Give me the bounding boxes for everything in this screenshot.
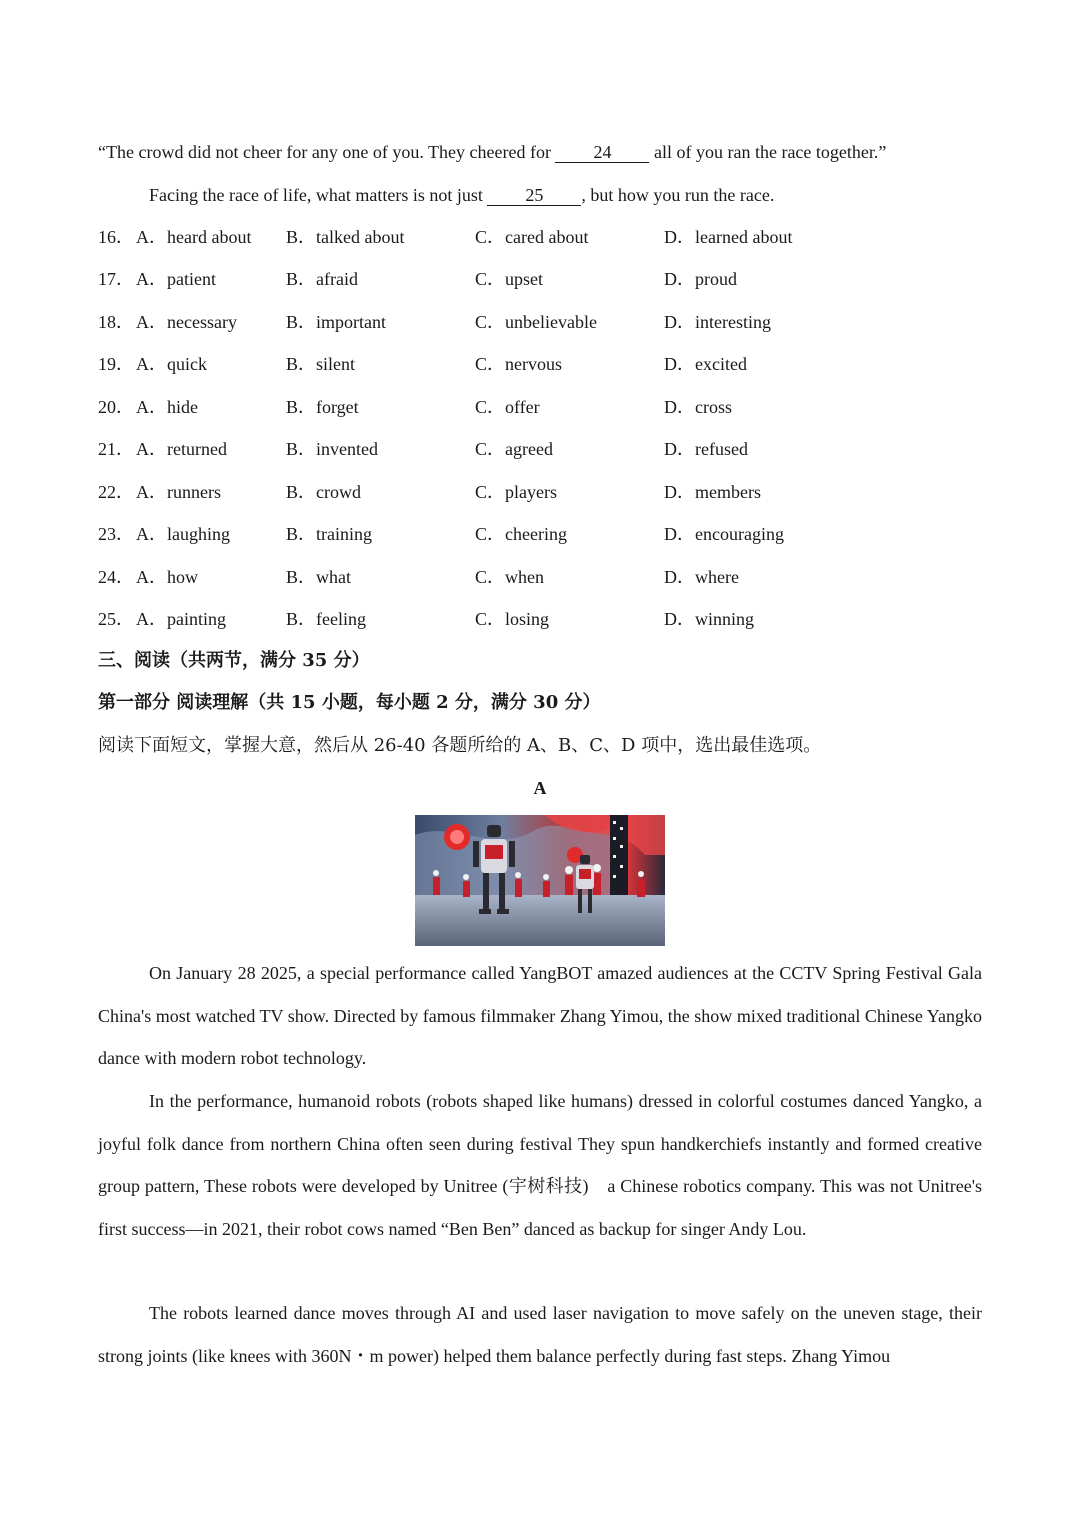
question-number: 17． bbox=[98, 269, 134, 289]
option-d[interactable]: D．learned about bbox=[664, 227, 793, 247]
option-a[interactable]: A．laughing bbox=[136, 524, 230, 544]
question-22-options bbox=[98, 481, 978, 505]
answer-blank-24[interactable]: 24 bbox=[555, 142, 649, 163]
question-number: 25． bbox=[98, 609, 134, 629]
question-number: 24． bbox=[98, 567, 134, 587]
option-c[interactable]: C．cheering bbox=[475, 524, 567, 544]
cloze-line-24: “The crowd did not cheer for any one of you. They cheered for 24 all of you ran the race together.” bbox=[98, 142, 887, 162]
option-a[interactable]: A．returned bbox=[136, 439, 227, 459]
question-number: 22． bbox=[98, 482, 134, 502]
option-b[interactable]: B．training bbox=[286, 524, 372, 544]
option-a[interactable]: A．how bbox=[136, 567, 198, 587]
option-b[interactable]: B．talked about bbox=[286, 227, 405, 247]
stage-illustration bbox=[415, 815, 665, 946]
question-20-options bbox=[98, 396, 978, 420]
question-25-options bbox=[98, 608, 978, 632]
option-d[interactable]: D．interesting bbox=[664, 312, 771, 332]
option-d[interactable]: D．encouraging bbox=[664, 524, 784, 544]
question-number: 16． bbox=[98, 227, 134, 247]
option-b[interactable]: B．feeling bbox=[286, 609, 366, 629]
question-21-options bbox=[98, 438, 978, 462]
robot-performance-photo bbox=[415, 815, 665, 946]
option-b[interactable]: B．afraid bbox=[286, 269, 358, 289]
option-c[interactable]: C．unbelievable bbox=[475, 312, 597, 332]
option-b[interactable]: B．important bbox=[286, 312, 386, 332]
section-heading: 三、阅读（共两节，满分 35 分） bbox=[98, 650, 370, 671]
passage-paragraph-1: On January 28 2025, a special performance called YangBOT amazed audiences at the CCTV Spring Festival Gala China's most watched TV show. Directed by famous filmmaker Zhang Yimou, the show mixed traditional Chinese Yangko dance with modern robot technology. bbox=[98, 963, 982, 1068]
option-d[interactable]: D．where bbox=[664, 567, 739, 587]
option-d[interactable]: D．winning bbox=[664, 609, 754, 629]
option-c[interactable]: C．when bbox=[475, 567, 544, 587]
option-c[interactable]: C．nervous bbox=[475, 354, 562, 374]
option-b[interactable]: B．invented bbox=[286, 439, 378, 459]
question-number: 21． bbox=[98, 439, 134, 459]
question-23-options bbox=[98, 523, 978, 547]
option-d[interactable]: D．members bbox=[664, 482, 761, 502]
question-number: 20． bbox=[98, 397, 134, 417]
option-b[interactable]: B．forget bbox=[286, 397, 359, 417]
option-c[interactable]: C．agreed bbox=[475, 439, 553, 459]
question-24-options bbox=[98, 566, 978, 590]
option-b[interactable]: B．crowd bbox=[286, 482, 361, 502]
option-c[interactable]: C．losing bbox=[475, 609, 550, 629]
option-d[interactable]: D．excited bbox=[664, 354, 747, 374]
question-number: 23． bbox=[98, 524, 134, 544]
answer-blank-25[interactable]: 25 bbox=[487, 185, 581, 206]
option-a[interactable]: A．quick bbox=[136, 354, 207, 374]
option-d[interactable]: D．refused bbox=[664, 439, 748, 459]
option-a[interactable]: A．heard about bbox=[136, 227, 252, 247]
question-16-options bbox=[98, 226, 978, 250]
question-19-options bbox=[98, 353, 978, 377]
option-a[interactable]: A．patient bbox=[136, 269, 216, 289]
option-d[interactable]: D．cross bbox=[664, 397, 732, 417]
option-a[interactable]: A．runners bbox=[136, 482, 221, 502]
question-18-options bbox=[98, 311, 978, 335]
question-number: 19． bbox=[98, 354, 134, 374]
passage-paragraph-2: In the performance, humanoid robots (robots shaped like humans) dressed in colorful costumes danced Yangko, a joyful folk dance from northern China often seen during festival They spun handkerchiefs instantly and formed creative group pattern, These robots were developed by Unitree (宇树科技) a Chinese robotics company. This was not Unitree's first success—in 2021, their robot cows named “Ben Ben” danced as backup for singer Andy Lou. bbox=[98, 1091, 982, 1239]
option-d[interactable]: D．proud bbox=[664, 269, 737, 289]
option-c[interactable]: C．players bbox=[475, 482, 557, 502]
option-c[interactable]: C．offer bbox=[475, 397, 540, 417]
part-heading: 第一部分 阅读理解（共 15 小题，每小题 2 分，满分 30 分） bbox=[98, 692, 601, 713]
option-b[interactable]: B．silent bbox=[286, 354, 356, 374]
reading-instruction: 阅读下面短文，掌握大意，然后从 26-40 各题所给的 A、B、C、D 项中，选出最佳选项。 bbox=[98, 735, 822, 756]
option-a[interactable]: A．painting bbox=[136, 609, 226, 629]
question-17-options bbox=[98, 268, 978, 292]
passage-label: A bbox=[533, 778, 547, 798]
passage-paragraph-3: The robots learned dance moves through AI and used laser navigation to move safely on the uneven stage, their strong joints (like knees with 360N・m power) helped them balance perfectly during fast steps. Zhang Yimou bbox=[98, 1303, 982, 1366]
option-a[interactable]: A．necessary bbox=[136, 312, 237, 332]
question-number: 18． bbox=[98, 312, 134, 332]
option-c[interactable]: C．upset bbox=[475, 269, 544, 289]
option-b[interactable]: B．what bbox=[286, 567, 351, 587]
option-a[interactable]: A．hide bbox=[136, 397, 198, 417]
cloze-line-25: Facing the race of life, what matters is not just 25 , but how you run the race. bbox=[149, 185, 775, 205]
option-c[interactable]: C．cared about bbox=[475, 227, 589, 247]
